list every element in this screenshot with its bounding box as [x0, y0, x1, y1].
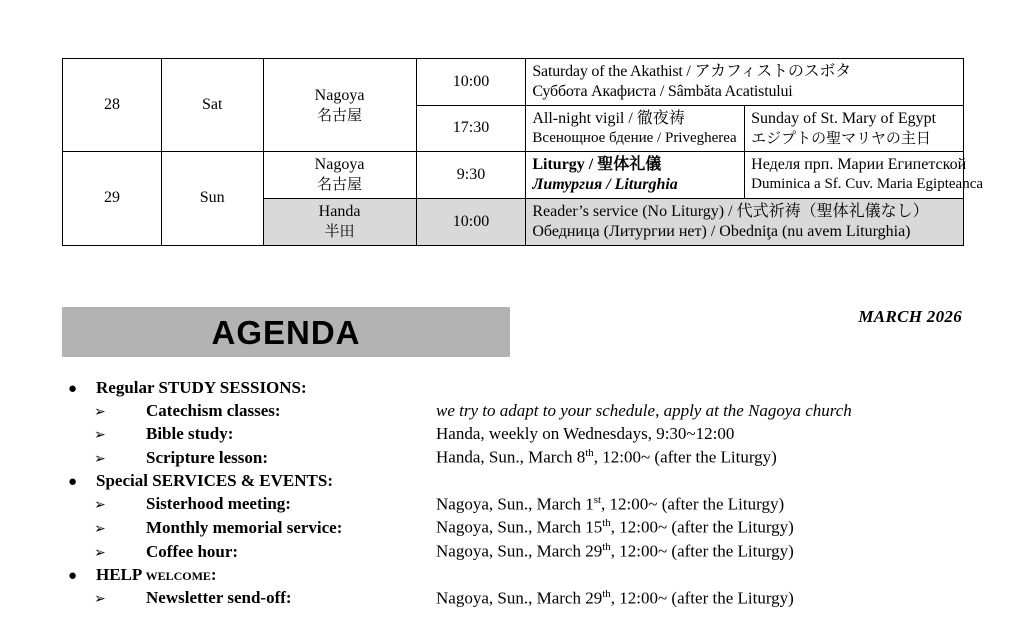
agenda-item-value-pre: Nagoya, Sun., March 29	[436, 588, 603, 608]
table-row	[63, 59, 964, 106]
service-line-ru-ro: Обедница (Литургии нет) / Obedniţa (nu avem Liturghia)	[532, 222, 911, 240]
agenda-group-heading	[62, 565, 964, 585]
cell-day: 28	[63, 59, 162, 152]
arrow-icon: ➢	[94, 427, 106, 443]
service-line-en-jp: Liturgy / 聖体礼儀	[532, 155, 662, 173]
agenda-group-label: HELP welcome:	[96, 564, 217, 584]
agenda-item-value-pre: Nagoya, Sun., March 1	[436, 494, 594, 514]
agenda-item-value-post: , 12:00~ (after the Liturgy)	[610, 517, 794, 537]
agenda-item-value	[436, 588, 964, 609]
service-line-ru-ro: Литургия / Liturghia	[532, 175, 678, 193]
agenda-item-value-sup: th	[585, 447, 594, 459]
cell-city	[263, 59, 416, 152]
agenda-item-value-sup: th	[602, 517, 611, 530]
cell-service-description	[526, 198, 964, 245]
agenda-group-heading	[62, 378, 964, 398]
agenda-group	[62, 565, 964, 609]
cell-day: 29	[63, 151, 162, 245]
agenda-item-value-post: , 12:00~ (after the Liturgy)	[593, 447, 777, 467]
agenda-group	[62, 378, 964, 468]
bullet-icon: ●	[68, 473, 78, 490]
month-label: MARCH 2026	[858, 307, 962, 326]
cell-time: 10:00	[416, 198, 526, 245]
service-line-ru-ro: Всенощное бдение / Privegherea	[532, 130, 737, 146]
agenda-item-value-post: , 12:00~ (after the Liturgy)	[601, 494, 785, 514]
agenda-group-label	[96, 471, 333, 491]
agenda-group-label	[96, 378, 307, 398]
city-name-en: Nagoya	[314, 156, 365, 174]
feast-line-ru: Неделя прп. Марии Египетской	[751, 156, 967, 174]
agenda-item-value-pre: Handa, Sun., March 8	[436, 447, 586, 467]
service-line-ru-ro: Суббота Акафиста / Sâmbăta Acatistului	[532, 83, 793, 100]
agenda-group	[62, 471, 964, 562]
cell-feast-note	[745, 106, 964, 152]
agenda-group-heading	[62, 471, 964, 491]
agenda-item-label: Monthly memorial service:	[146, 517, 343, 537]
list-item	[62, 401, 964, 421]
schedule-table	[62, 58, 984, 246]
agenda-item-value-post: , 12:00~ (after the Liturgy)	[610, 541, 794, 561]
arrow-icon: ➢	[94, 520, 106, 537]
agenda-group-label-caps: STUDY SESSIONS:	[158, 378, 307, 397]
bullet-icon: ●	[68, 567, 78, 584]
service-line-en-jp: All-night vigil / 徹夜祷	[532, 110, 685, 127]
cell-service-description	[526, 59, 964, 106]
cell-dayofweek: Sun	[161, 151, 263, 245]
cell-time: 9:30	[416, 151, 526, 198]
cell-feast-note	[745, 151, 984, 198]
cell-city	[263, 151, 416, 198]
agenda-item-value-sup: th	[602, 540, 611, 553]
agenda-item-value-sup: th	[602, 587, 611, 600]
agenda-item-label: Sisterhood meeting:	[146, 494, 291, 514]
agenda-item-value-sup: st	[593, 493, 602, 506]
agenda-item-value: we try to adapt to your schedule, apply at the Nagoya church	[436, 401, 852, 420]
agenda-item-label: Scripture lesson:	[146, 447, 268, 467]
arrow-icon: ➢	[94, 544, 106, 561]
city-name-jp: 名古屋	[317, 105, 363, 124]
cell-city	[263, 198, 416, 245]
agenda-item-value: Handa, weekly on Wednesdays, 9:30~12:00	[436, 424, 735, 443]
arrow-icon: ➢	[94, 497, 106, 514]
cell-service-description	[526, 106, 745, 152]
agenda-group-label-word: Regular	[96, 378, 155, 397]
list-item	[62, 447, 964, 468]
list-item	[62, 424, 964, 444]
city-name-jp: 半田	[324, 222, 355, 241]
table-row	[63, 151, 964, 198]
agenda-item-value	[436, 447, 964, 468]
agenda-list	[62, 378, 964, 611]
agenda-group-label-word: Special	[96, 470, 148, 490]
list-item	[62, 517, 964, 538]
agenda-item-value-post: , 12:00~ (after the Liturgy)	[610, 588, 794, 608]
city-name-en: Handa	[318, 203, 361, 221]
list-item	[62, 541, 964, 562]
agenda-item-value	[436, 517, 964, 538]
service-line-en-jp: Reader’s service (No Liturgy) / 代式祈祷（聖体礼儀なし）	[532, 202, 929, 220]
agenda-item-label: Newsletter send-off:	[146, 588, 292, 608]
arrow-icon: ➢	[94, 404, 106, 420]
arrow-icon: ➢	[94, 450, 106, 467]
city-name-jp: 名古屋	[317, 175, 363, 194]
feast-line-en: Sunday of St. Mary of Egypt	[751, 110, 937, 127]
agenda-group-label-caps: SERVICES & EVENTS:	[152, 470, 333, 490]
agenda-item-label: Coffee hour:	[146, 541, 239, 561]
agenda-item-label: Bible study:	[146, 424, 234, 443]
agenda-item-label: Catechism classes:	[146, 401, 281, 420]
page-title: AGENDA	[211, 314, 361, 351]
list-item	[62, 588, 964, 609]
city-name-en: Nagoya	[314, 86, 365, 104]
arrow-icon: ➢	[94, 591, 106, 608]
agenda-item-value	[436, 494, 964, 515]
agenda-item-value-pre: Nagoya, Sun., March 29	[436, 541, 603, 561]
cell-dayofweek: Sat	[161, 59, 263, 152]
agenda-item-value	[436, 541, 964, 562]
feast-line-ro: Duminica a Sf. Cuv. Maria Egipteanca	[751, 176, 984, 193]
bullet-icon: ●	[68, 381, 78, 397]
service-line-en-jp: Saturday of the Akathist / アカフィストのスボタ	[532, 63, 852, 80]
feast-line-jp: エジプトの聖マリヤの主日	[751, 129, 931, 147]
cell-time: 17:30	[416, 106, 526, 152]
cell-service-description	[526, 151, 745, 198]
cell-time: 10:00	[416, 59, 526, 106]
list-item	[62, 494, 964, 515]
agenda-item-value-pre: Nagoya, Sun., March 15	[436, 517, 603, 537]
